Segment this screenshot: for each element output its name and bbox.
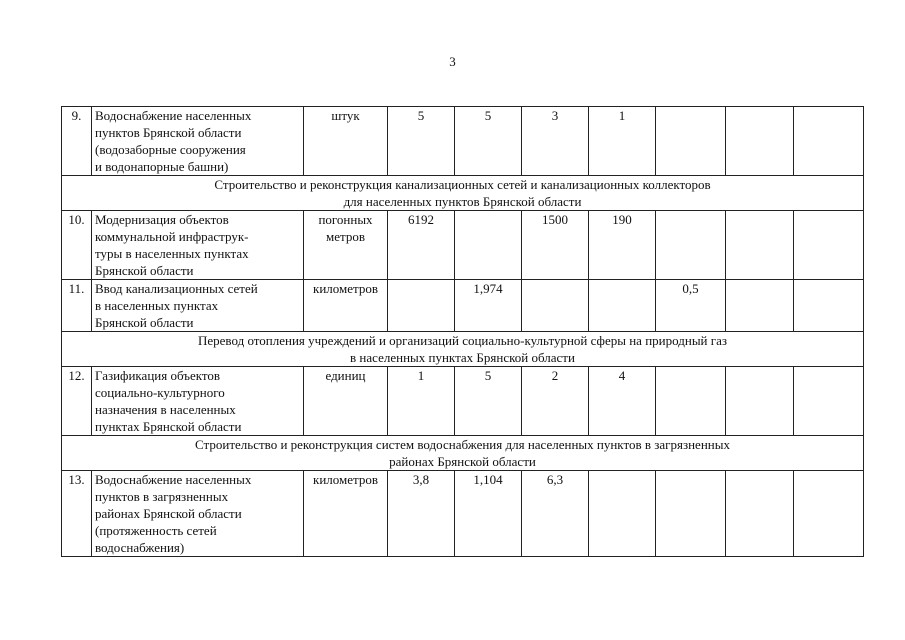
value-cell: 5 bbox=[388, 107, 455, 176]
section-title-line: Строительство и реконструкция систем водоснабжения для населенных пунктов в загрязненных bbox=[195, 437, 730, 452]
unit-of-measure bbox=[304, 280, 388, 332]
value-cell: 1500 bbox=[522, 211, 589, 280]
section-header-row bbox=[62, 332, 864, 367]
indicator-name-line: социально-культурного bbox=[95, 385, 225, 400]
page-number: 3 bbox=[449, 54, 456, 69]
value-cell: 1,974 bbox=[455, 280, 522, 332]
row-number: 10. bbox=[62, 211, 92, 280]
section-title bbox=[62, 332, 864, 367]
value-cell bbox=[726, 367, 794, 436]
section-header-row bbox=[62, 176, 864, 211]
indicator-name bbox=[92, 280, 304, 332]
value-cell bbox=[656, 367, 726, 436]
indicator-name-line: коммунальной инфраструк- bbox=[95, 229, 249, 244]
unit-of-measure bbox=[304, 367, 388, 436]
indicator-name bbox=[92, 211, 304, 280]
row-number: 9. bbox=[62, 107, 92, 176]
targets-table bbox=[61, 106, 864, 557]
value-cell: 0,5 bbox=[656, 280, 726, 332]
value-cell bbox=[726, 211, 794, 280]
value-cell: 1 bbox=[589, 107, 656, 176]
indicator-name-line: районах Брянской области bbox=[95, 506, 242, 521]
value-cell: 3 bbox=[522, 107, 589, 176]
value-cell: 5 bbox=[455, 107, 522, 176]
value-cell: 3,8 bbox=[388, 471, 455, 557]
indicator-name-line: назначения в населенных bbox=[95, 402, 236, 417]
indicator-name-line: пунктов Брянской области bbox=[95, 125, 242, 140]
value-cell bbox=[726, 280, 794, 332]
section-title-line: районах Брянской области bbox=[389, 454, 536, 469]
indicator-name-line: пунктов в загрязненных bbox=[95, 489, 229, 504]
value-cell bbox=[794, 367, 864, 436]
value-cell bbox=[522, 280, 589, 332]
section-title-line: для населенных пунктов Брянской области bbox=[343, 194, 582, 209]
table-row bbox=[62, 211, 864, 280]
value-cell bbox=[794, 280, 864, 332]
value-cell bbox=[794, 211, 864, 280]
value-cell bbox=[726, 107, 794, 176]
indicator-name-line: пунктах Брянской области bbox=[95, 419, 242, 434]
value-cell: 5 bbox=[455, 367, 522, 436]
row-number: 13. bbox=[62, 471, 92, 557]
value-cell: 1 bbox=[388, 367, 455, 436]
value-cell: 6192 bbox=[388, 211, 455, 280]
indicator-name bbox=[92, 471, 304, 557]
value-cell bbox=[726, 471, 794, 557]
table-row bbox=[62, 280, 864, 332]
value-cell bbox=[656, 107, 726, 176]
value-cell bbox=[794, 107, 864, 176]
indicator-name-line: Брянской области bbox=[95, 263, 194, 278]
unit-of-measure-line: километров bbox=[313, 281, 378, 296]
value-cell bbox=[589, 471, 656, 557]
value-cell bbox=[455, 211, 522, 280]
unit-of-measure-line: метров bbox=[326, 229, 365, 244]
section-title-line: Строительство и реконструкция канализационных сетей и канализационных коллекторов bbox=[214, 177, 711, 192]
value-cell: 2 bbox=[522, 367, 589, 436]
unit-of-measure bbox=[304, 107, 388, 176]
indicator-name-line: Ввод канализационных сетей bbox=[95, 281, 258, 296]
table-row bbox=[62, 367, 864, 436]
section-title bbox=[62, 176, 864, 211]
table-row bbox=[62, 471, 864, 557]
indicator-name-line: и водонапорные башни) bbox=[95, 159, 229, 174]
unit-of-measure-line: погонных bbox=[318, 212, 373, 227]
section-title-line: в населенных пунктах Брянской области bbox=[350, 350, 575, 365]
value-cell: 190 bbox=[589, 211, 656, 280]
unit-of-measure bbox=[304, 471, 388, 557]
section-title-line: Перевод отопления учреждений и организаций социально-культурной сферы на природный газ bbox=[197, 333, 727, 348]
value-cell: 6,3 bbox=[522, 471, 589, 557]
row-number: 12. bbox=[62, 367, 92, 436]
value-cell: 1,104 bbox=[455, 471, 522, 557]
unit-of-measure-line: единиц bbox=[325, 368, 366, 383]
row-number: 11. bbox=[62, 280, 92, 332]
indicator-name-line: (водозаборные сооружения bbox=[95, 142, 246, 157]
value-cell bbox=[794, 471, 864, 557]
indicator-name-line: Газификация объектов bbox=[95, 368, 221, 383]
value-cell bbox=[656, 471, 726, 557]
indicator-name-line: Брянской области bbox=[95, 315, 194, 330]
indicator-name-line: Модернизация объектов bbox=[95, 212, 229, 227]
indicator-name bbox=[92, 367, 304, 436]
value-cell bbox=[388, 280, 455, 332]
section-header-row bbox=[62, 436, 864, 471]
indicator-name-line: туры в населенных пунктах bbox=[95, 246, 249, 261]
indicator-name-line: Водоснабжение населенных bbox=[95, 472, 252, 487]
value-cell: 4 bbox=[589, 367, 656, 436]
indicator-name-line: Водоснабжение населенных bbox=[95, 108, 252, 123]
value-cell bbox=[656, 211, 726, 280]
indicator-name-line: в населенных пунктах bbox=[95, 298, 219, 313]
value-cell bbox=[589, 280, 656, 332]
indicator-name bbox=[92, 107, 304, 176]
unit-of-measure-line: километров bbox=[313, 472, 378, 487]
table-row bbox=[62, 107, 864, 176]
indicator-name-line: (протяженность сетей bbox=[95, 523, 217, 538]
unit-of-measure-line: штук bbox=[331, 108, 360, 123]
section-title bbox=[62, 436, 864, 471]
unit-of-measure bbox=[304, 211, 388, 280]
indicator-name-line: водоснабжения) bbox=[95, 540, 185, 555]
